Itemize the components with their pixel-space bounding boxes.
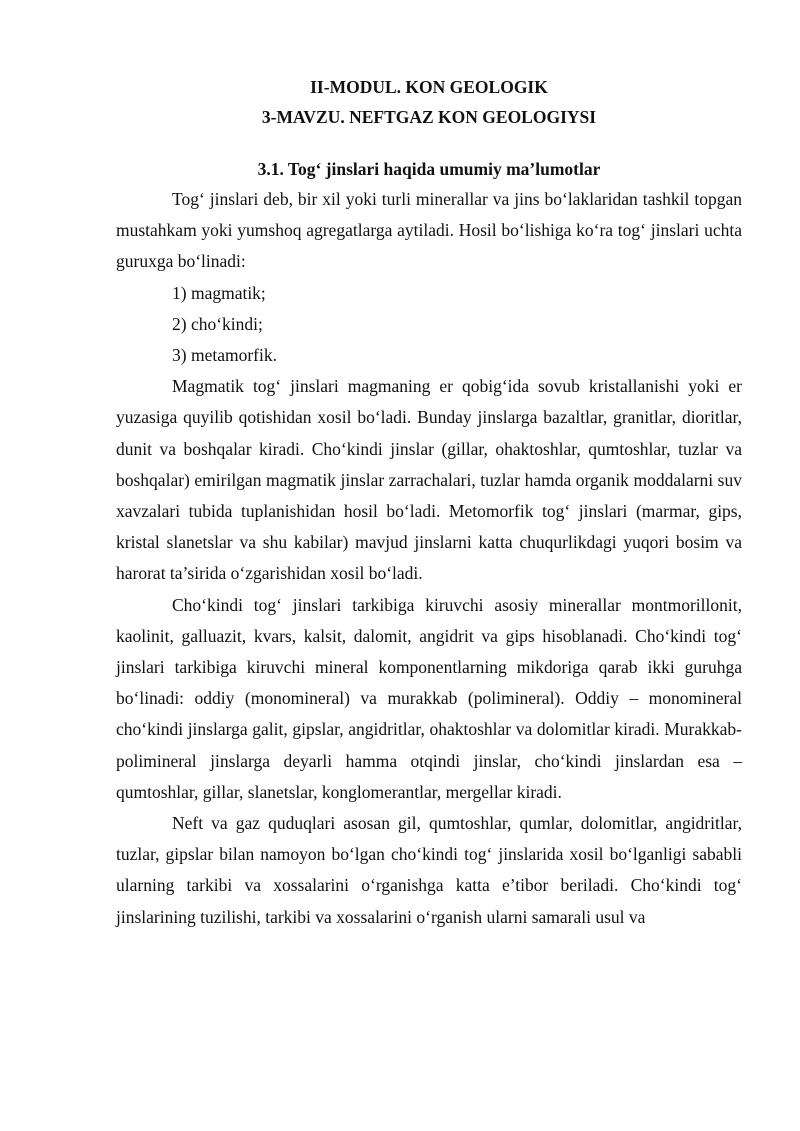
document-page [116, 72, 742, 933]
paragraph-oil-gas-wells: Neft va gaz quduqlari asosan gil, qumtoshlar, qumlar, dolomitlar, angidritlar, tuzlar, gipslar bilan namoyon bo‘lgan cho‘kindi tog‘ jinslarida xosil bo‘lganligi sababli ularning tarkibi va xossalarini o‘rganishga katta e’tibor beriladi. Cho‘kindi tog‘ jinslarining tuzilishi, tarkibi va xossalarini o‘rganish ularni samarali usul va [116, 813, 742, 927]
section-title: 3.1. Tog‘ jinslari haqida umumiy ma’lumotlar [257, 159, 601, 179]
list-item-metamorphic: 3) metamorfik. [172, 345, 277, 366]
module-title: II-MODUL. KON GEOLOGIK [310, 77, 548, 97]
paragraph-magmatic-rocks: Magmatik tog‘ jinslari magmaning er qobig‘ida sovub kristallanishi yoki er yuzasiga quyilib qotishidan xosil bo‘ladi. Bunday jinslarga bazaltlar, granitlar, dioritlar, dunit va boshqalar kiradi. Cho‘kindi jinslar (gillar, ohaktoshlar, qumtoshlar, tuzlar va boshqalar) emirilgan magmatik jinslar zarrachalari, tuzlar hamda organik moddalarni suv xavzalari tubida tuplanishidan hosil bo‘ladi. Metomorfik tog‘ jinslari (marmar, gips, kristal slanetslar va shu kabilar) mavjud jinslarni katta chuqurlikdagi yuqori bosim va harorat ta’sirida o‘zgarishidan xosil bo‘ladi. [116, 376, 742, 584]
topic-title: 3-MAVZU. NEFTGAZ KON GEOLOGIYSI [261, 107, 597, 127]
list-item-sedimentary: 2) cho‘kindi; [172, 313, 263, 334]
paragraph-sedimentary-minerals: Cho‘kindi tog‘ jinslari tarkibiga kiruvchi asosiy minerallar montmorillonit, kaolinit, galluazit, kvars, kalsit, dalomit, angidrit va gips hisoblanadi. Cho‘kindi tog‘ jinslari tarkibiga kiruvchi mineral komponentlarning mikdoriga qarab ikki guruhga bo‘linadi: oddiy (monomineral) va murakkab (polimineral). Oddiy – monomineral cho‘kindi jinslarga galit, gipslar, angidritlar, ohaktoshlar va dolomitlar kiradi. Murakkab-polimineral jinslarga deyarli hamma otqindi jinslar, cho‘kindi jinslardan esa –qumtoshlar, gillar, slanetslar, konglomerantlar, mergellar kiradi. [116, 594, 742, 802]
paragraph-intro: Tog‘ jinslari deb, bir xil yoki turli minerallar va jins bo‘laklaridan tashkil topgan mustahkam yoki yumshoq agregatlarga aytiladi. Hosil bo‘lishiga ko‘ra tog‘ jinslari uchta guruxga bo‘linadi: [116, 189, 742, 272]
list-item-magmatic: 1) magmatik; [172, 282, 266, 303]
